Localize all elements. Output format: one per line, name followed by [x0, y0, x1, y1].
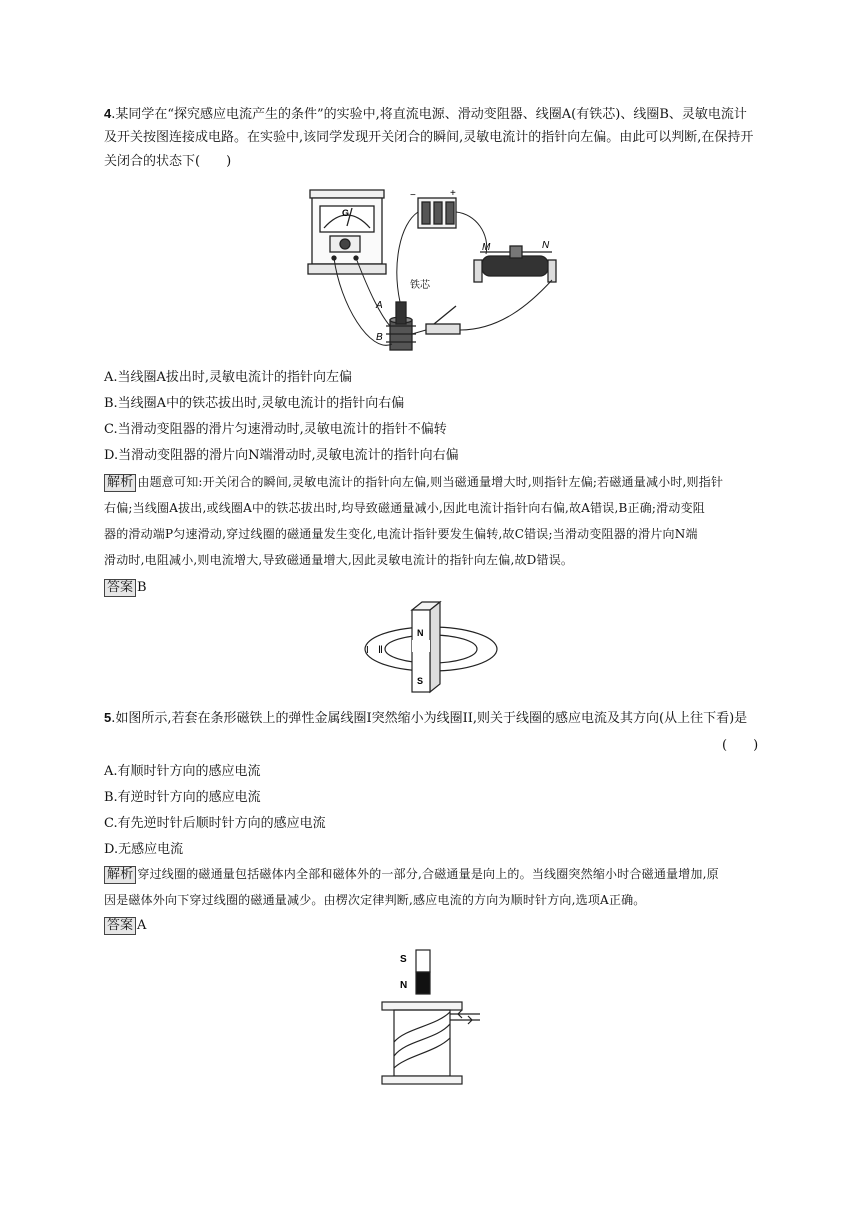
- q5-analysis-tag: 解析: [104, 866, 136, 884]
- q4-analysis-tag: 解析: [104, 474, 136, 492]
- small-magnet-n-label: N: [400, 980, 408, 991]
- small-magnet: [416, 950, 430, 994]
- q5-option-c: C.有先逆时针后顺时针方向的感应电流: [104, 816, 326, 831]
- q4-answer: B: [137, 580, 147, 595]
- q5-answer: A: [137, 918, 147, 933]
- battery-plus-label: +: [450, 188, 456, 199]
- magnet-n-label: N: [417, 628, 424, 638]
- q4-option-a: A.当线圈A拔出时,灵敏电流计的指针向左偏: [104, 370, 353, 385]
- q5-answer-bracket: ( ): [722, 738, 759, 753]
- q4-analysis-line-2: 右偏;当线圈A拔出,或线圈A中的铁芯拔出时,均导致磁通量减小,因此电流计指针向右偏,故A错误,B正确;滑动变阻: [104, 501, 705, 515]
- q5-analysis-line-2: 因是磁体外向下穿过线圈的磁通量减少。由楞次定律判断,感应电流的方向为顺时针方向,选项A正确。: [104, 893, 646, 907]
- small-magnet-s-label: S: [400, 954, 407, 965]
- q5-answer-line: [104, 916, 764, 936]
- q5-option-d: D.无感应电流: [104, 842, 184, 857]
- q4-option-b: B.当线圈A中的铁芯拔出时,灵敏电流计的指针向右偏: [104, 396, 405, 411]
- q4-option-d: D.当滑动变阻器的滑片向N端滑动时,灵敏电流计的指针向右偏: [104, 448, 459, 463]
- solenoid: [382, 1002, 480, 1084]
- q4-answer-tag: 答案: [104, 579, 136, 597]
- galvanometer-label: G: [342, 208, 350, 218]
- magnet-s-label: S: [417, 676, 424, 686]
- battery: [418, 198, 456, 228]
- coil-a-label: A: [376, 300, 383, 311]
- iron-core-label: 铁芯: [410, 280, 430, 291]
- q5-magnet-figure: [360, 600, 500, 696]
- q5-stem-text: .如图所示,若套在条形磁铁上的弹性金属线圈I突然缩小为线圈II,则关于线圈的感应电流及其方向(从上往下看)是: [111, 711, 748, 726]
- q5-number: 5: [104, 710, 112, 725]
- battery-minus-label: −: [410, 190, 416, 201]
- q5-option-b: B.有逆时针方向的感应电流: [104, 790, 261, 805]
- q4-stem-line-1: [104, 104, 764, 125]
- galvanometer: [308, 190, 386, 274]
- q4-stem-line-3: 关闭合的状态下( ): [104, 154, 232, 169]
- switch: [426, 306, 460, 334]
- q4-analysis-line-4: 滑动时,电阻减小,则电流增大,导致磁通量增大,因此灵敏电流计的指针向左偏,故D错误。: [104, 553, 574, 567]
- q5-stem-line: [104, 708, 764, 729]
- q4-circuit-figure: [300, 184, 570, 360]
- q4-answer-line: [104, 578, 764, 598]
- q4-analysis-line-3: 器的滑动端P匀速滑动,穿过线圈的磁通量发生变化,电流计指针要发生偏转,故C错误;当滑动变阻器的滑片向N端: [104, 527, 698, 541]
- q5-answer-tag: 答案: [104, 917, 136, 935]
- ring-ii-label: Ⅱ: [378, 645, 383, 656]
- q4-analysis-text-1: 由题意可知:开关闭合的瞬间,灵敏电流计的指针向左偏,则当磁通量增大时,则指针左偏;若磁通量减小时,则指针: [137, 475, 724, 489]
- magnet-front-mask: [412, 640, 430, 652]
- q5-analysis-line-1: [104, 864, 764, 884]
- coil-b-label: B: [376, 332, 383, 343]
- q4-option-c: C.当滑动变阻器的滑片匀速滑动时,灵敏电流计的指针不偏转: [104, 422, 447, 437]
- q4-number: 4: [104, 106, 112, 121]
- ring-i-label: I: [366, 645, 369, 656]
- q5-option-a: A.有顺时针方向的感应电流: [104, 764, 261, 779]
- q4-analysis-line-1: [104, 472, 764, 492]
- q6-solenoid-figure: [376, 944, 486, 1086]
- q4-stem-text-1: .某同学在“探究感应电流产生的条件”的实验中,将直流电源、滑动变阻器、线圈A(有铁芯)、线圈B、灵敏电流计: [111, 107, 747, 122]
- q5-analysis-text-1: 穿过线圈的磁通量包括磁体内全部和磁体外的一部分,合磁通量是向上的。当线圈突然缩小时合磁通量增加,原: [137, 867, 719, 881]
- rheostat-n-label: N: [542, 240, 550, 251]
- coil-a-b: [386, 302, 416, 350]
- rheostat-m-label: M: [482, 242, 491, 253]
- q4-stem-line-2: 及开关按图连接成电路。在实验中,该同学发现开关闭合的瞬间,灵敏电流计的指针向左偏。由此可以判断,在保持开: [104, 130, 754, 145]
